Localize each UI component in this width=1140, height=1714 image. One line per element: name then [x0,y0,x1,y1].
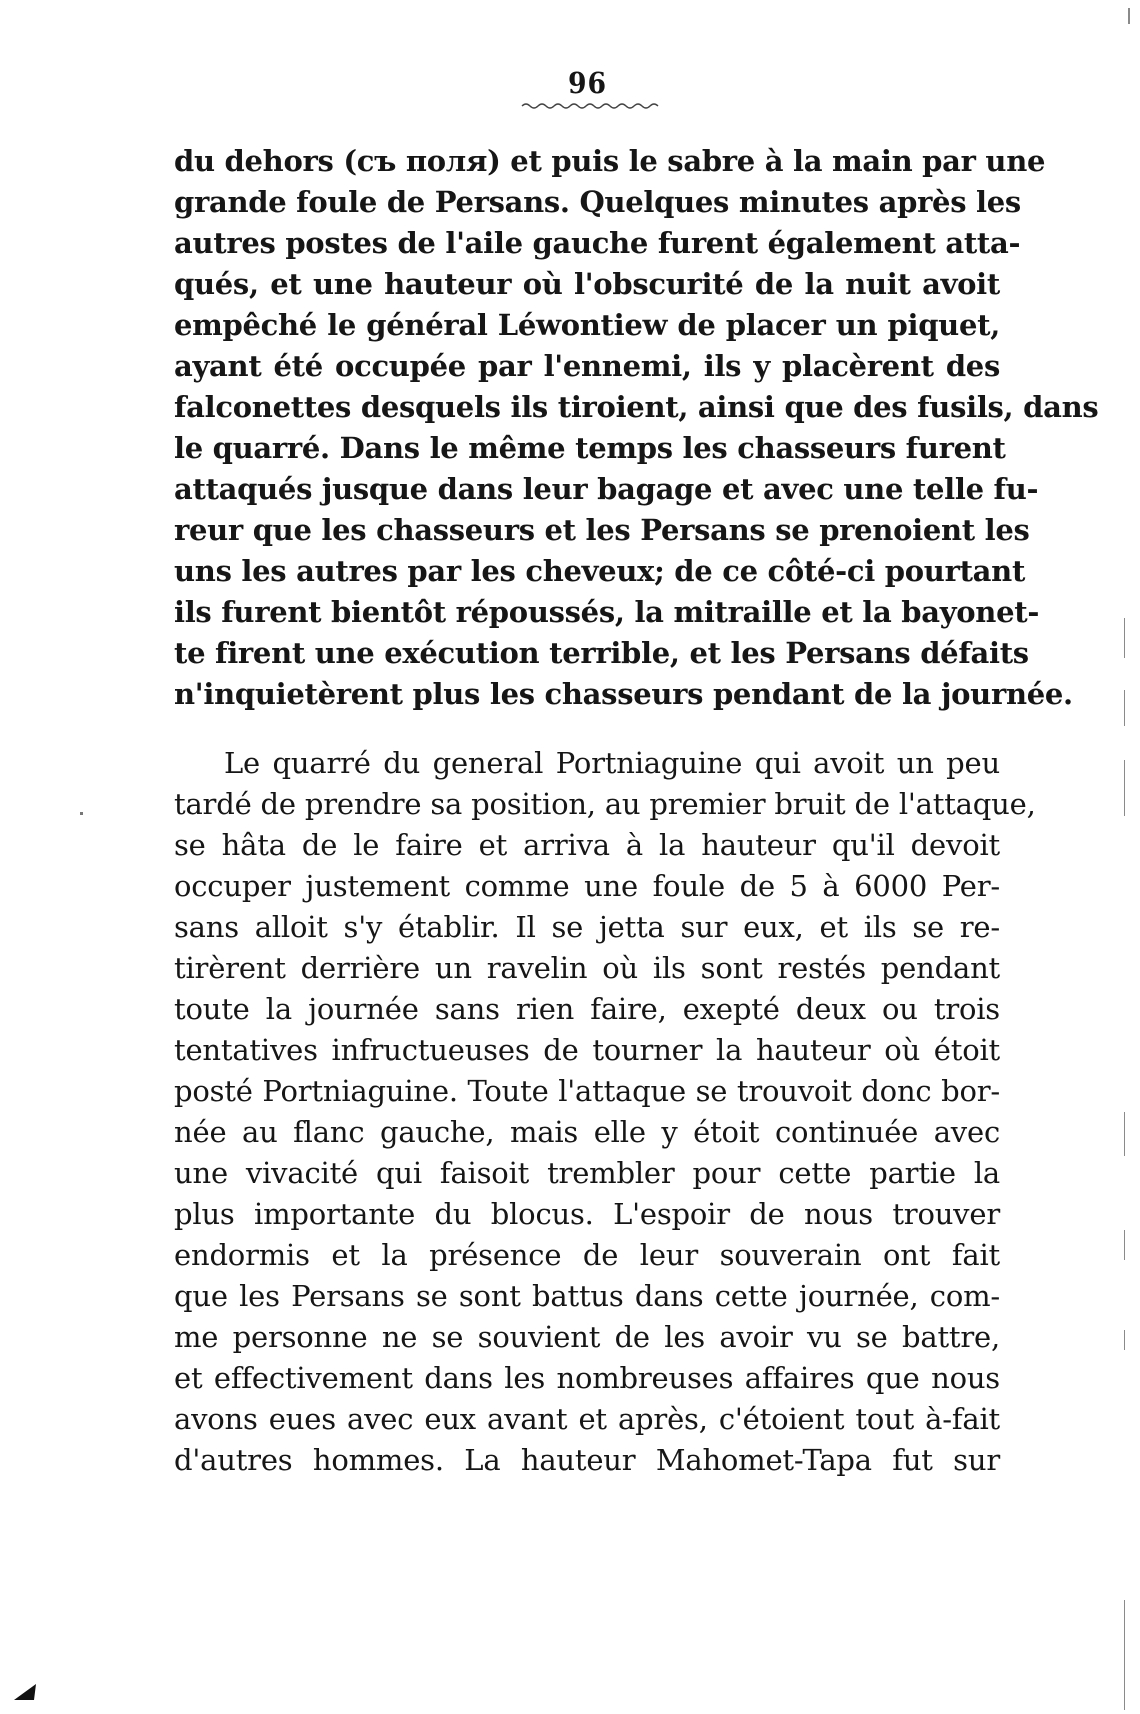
text-line: uns les autres par les cheveux; de ce côté-ci pourtant [174,554,1026,588]
text-line: d'autres hommes. La hauteur Mahomet-Tapa fut sur [174,1443,1000,1477]
text-line: Le quarré du general Portniaguine qui avoit un peu [224,746,1000,780]
text-line: ils furent bientôt répoussés, la mitraille et la bayonet- [174,595,1040,629]
corner-triangle-mark [12,1682,38,1702]
text-line: n'inquietèrent plus les chasseurs pendant de la journée. [174,677,1073,711]
text-line: née au flanc gauche, mais elle y étoit continuée avec [174,1115,1000,1149]
page-number-underline-ornament [520,98,660,114]
text-line: posté Portniaguine. Toute l'attaque se trouvoit donc bor- [174,1074,1000,1108]
page-number: 96 [568,66,607,100]
text-line: se hâta de le faire et arriva à la hauteur qu'il devoit [174,828,1000,862]
text-line: toute la journée sans rien faire, exepté deux ou trois [174,992,1000,1026]
text-line: empêché le général Léwontiew de placer un piquet, [174,308,1000,342]
text-line: autres postes de l'aile gauche furent également atta- [174,226,1021,260]
text-line: le quarré. Dans le même temps les chasseurs furent [174,431,1006,465]
text-line: et effectivement dans les nombreuses affaires que nous [174,1361,1000,1395]
text-line: une vivacité qui faisoit trembler pour cette partie la [174,1156,1000,1190]
text-line: que les Persans se sont battus dans cette journée, com- [174,1279,1000,1313]
text-line: falconettes desquels ils tiroient, ainsi que des fusils, dans [174,390,1099,424]
scan-edge-mark [1124,760,1125,816]
paragraph-2 [174,743,1036,1481]
text-line: endormis et la présence de leur souverain ont fait [174,1238,1000,1272]
scan-edge-mark [1124,1600,1125,1710]
text-line: qués, et une hauteur où l'obscurité de la nuit avoit [174,267,1000,301]
scan-speck [80,812,83,815]
text-line: te firent une exécution terrible, et les Persans défaits [174,636,1029,670]
text-line: me personne ne se souvient de les avoir vu se battre, [174,1320,1000,1354]
text-line: reur que les chasseurs et les Persans se prenoient les [174,513,1030,547]
scan-edge-mark [1124,618,1125,658]
scan-edge-mark [1124,1112,1125,1156]
scan-edge-mark [1124,690,1125,726]
text-line: tirèrent derrière un ravelin où ils sont restés pendant [174,951,1000,985]
scan-edge-mark [1124,1230,1125,1260]
text-line: plus importante du blocus. L'espoir de nous trouver [174,1197,1000,1231]
text-line: tentatives infructueuses de tourner la hauteur où étoit [174,1033,1000,1067]
text-line: occuper justement comme une foule de 5 à 6000 Per- [174,869,1000,903]
text-line: attaqués jusque dans leur bagage et avec une telle fu- [174,472,1039,506]
paragraph-1 [174,141,1099,715]
text-line: du dehors (съ поля) et puis le sabre à la main par une [174,144,1046,178]
text-line: grande foule de Persans. Quelques minutes après les [174,185,1021,219]
scan-edge-mark [1124,1330,1125,1350]
text-line: tardé de prendre sa position, au premier bruit de l'attaque, [174,787,1036,821]
text-line: ayant été occupée par l'ennemi, ils y placèrent des [174,349,1000,383]
scan-edge-mark [1128,8,1130,24]
text-line: sans alloit s'y établir. Il se jetta sur eux, et ils se re- [174,910,1000,944]
text-line: avons eues avec eux avant et après, c'étoient tout à-fait [174,1402,1000,1436]
